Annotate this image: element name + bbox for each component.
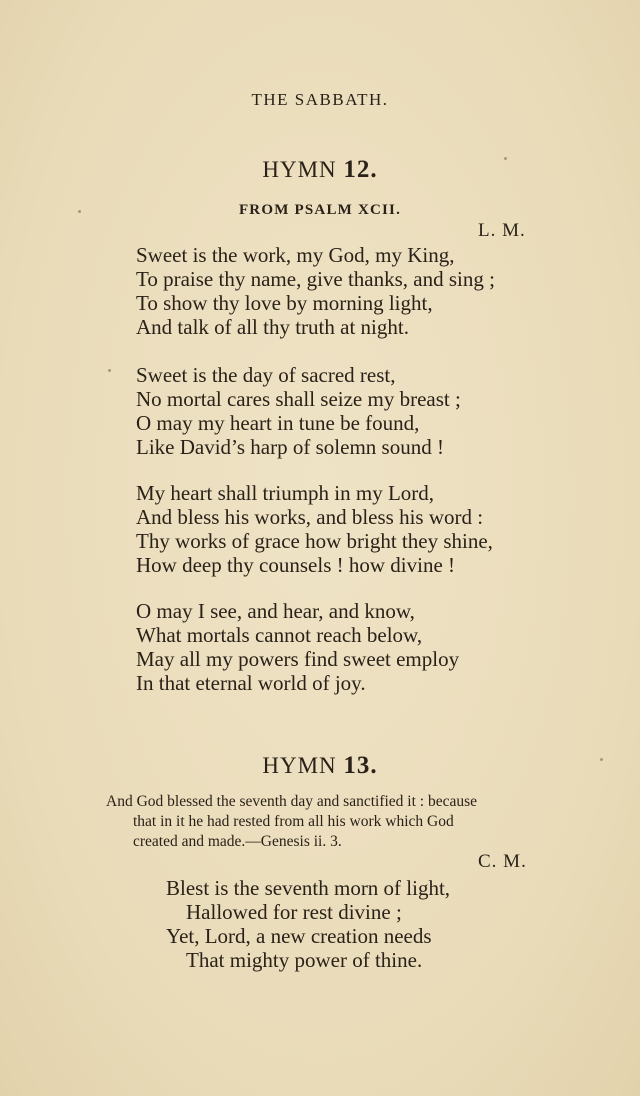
hymn-13-label: HYMN — [262, 753, 337, 778]
running-head: THE SABBATH. — [251, 90, 389, 109]
verse-line: O may I see, and hear, and know, — [136, 599, 415, 623]
verse-line: To praise thy name, give thanks, and sing ; — [136, 267, 495, 291]
verse-line: Sweet is the day of sacred rest, — [136, 363, 396, 387]
verse-line: O may my heart in tune be found, — [136, 411, 420, 435]
hymn-13-epigraph — [106, 792, 606, 852]
hymn-12-stanza-4 — [136, 599, 459, 695]
verse-line: How deep thy counsels ! how divine ! — [136, 553, 456, 577]
verse-line: Sweet is the work, my God, my King, — [136, 243, 455, 267]
hymn-13-meter: C. M. — [478, 851, 527, 872]
paper-speck — [108, 369, 111, 372]
verse-line: No mortal cares shall seize my breast ; — [136, 387, 461, 411]
verse-line: Blest is the seventh morn of light, — [166, 876, 451, 900]
epigraph-line: that in it he had rested from all his work which God — [133, 813, 454, 830]
verse-line: May all my powers find sweet employ — [136, 647, 460, 671]
hymn-12-stanza-2 — [136, 363, 461, 459]
hymn-12-source: FROM PSALM XCII. — [238, 202, 402, 218]
paper-speck — [504, 157, 507, 160]
verse-line: What mortals cannot reach below, — [136, 623, 423, 647]
verse-line: Hallowed for rest divine ; — [186, 900, 402, 924]
hymn-12-title — [0, 156, 640, 184]
hymn-12-label: HYMN — [262, 157, 337, 182]
paper-speck — [78, 210, 81, 213]
verse-line: And bless his works, and bless his word : — [136, 505, 484, 529]
verse-line: That mighty power of thine. — [186, 948, 423, 972]
verse-line: To show thy love by morning light, — [136, 291, 433, 315]
verse-line: And talk of all thy truth at night. — [136, 315, 409, 339]
verse-line: Thy works of grace how bright they shine, — [136, 529, 493, 553]
hymn-12-number: 12. — [343, 156, 378, 183]
epigraph-line: created and made.—Genesis ii. 3. — [133, 833, 342, 850]
paper-speck — [600, 758, 603, 761]
hymn-13-stanza-1 — [166, 876, 450, 972]
hymn-13-number: 13. — [343, 752, 378, 779]
hymn-12-stanza-3 — [136, 481, 493, 577]
epigraph-line: And God blessed the seventh day and sanctified it : because — [106, 793, 478, 810]
verse-line: My heart shall triumph in my Lord, — [136, 481, 435, 505]
verse-line: Yet, Lord, a new creation needs — [166, 924, 432, 948]
hymn-12-meter: L. M. — [478, 220, 526, 241]
verse-line: In that eternal world of joy. — [136, 671, 366, 695]
hymn-12-stanza-1 — [136, 243, 495, 339]
verse-line: Like David’s harp of solemn sound ! — [136, 435, 444, 459]
hymn-13-title — [0, 752, 640, 780]
